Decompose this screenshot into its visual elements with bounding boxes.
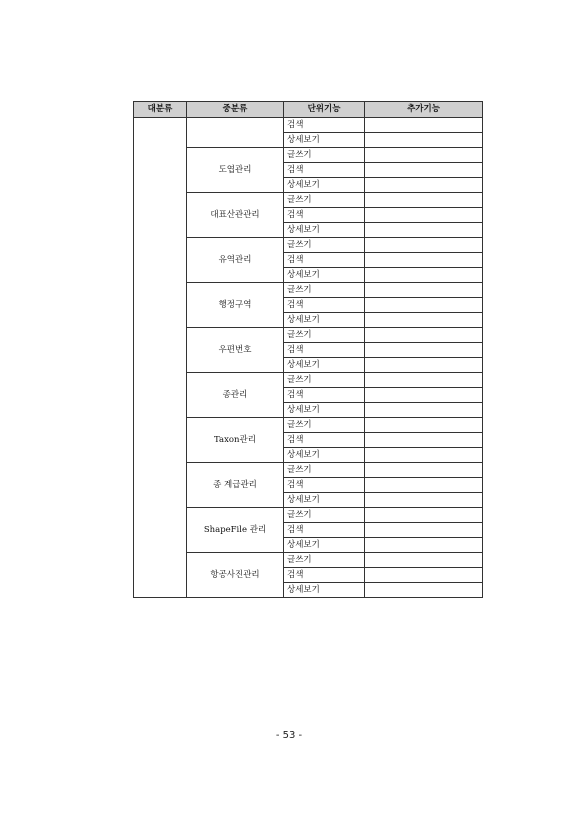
unit-function-cell: 상세보기 — [284, 493, 365, 508]
unit-function-cell: 상세보기 — [284, 268, 365, 283]
unit-function-cell: 검색 — [284, 433, 365, 448]
unit-function-cell: 글쓰기 — [284, 508, 365, 523]
additional-function-cell — [365, 463, 483, 478]
unit-function-cell: 검색 — [284, 298, 365, 313]
unit-function-cell: 검색 — [284, 208, 365, 223]
unit-function-cell: 상세보기 — [284, 358, 365, 373]
header-unit-function: 단위기능 — [284, 102, 365, 118]
additional-function-cell — [365, 238, 483, 253]
table-row — [134, 238, 483, 253]
unit-function-cell: 검색 — [284, 343, 365, 358]
additional-function-cell — [365, 343, 483, 358]
unit-function-cell: 검색 — [284, 523, 365, 538]
unit-function-cell: 검색 — [284, 568, 365, 583]
middle-category-cell — [187, 118, 284, 148]
additional-function-cell — [365, 448, 483, 463]
unit-function-cell: 검색 — [284, 118, 365, 133]
additional-function-cell — [365, 433, 483, 448]
middle-category-cell: 도엽관리 — [187, 148, 284, 193]
unit-function-cell: 상세보기 — [284, 313, 365, 328]
middle-category-cell: 종관리 — [187, 373, 284, 418]
unit-function-cell: 글쓰기 — [284, 328, 365, 343]
additional-function-cell — [365, 223, 483, 238]
table-row — [134, 508, 483, 523]
additional-function-cell — [365, 478, 483, 493]
table-row — [134, 553, 483, 568]
additional-function-cell — [365, 268, 483, 283]
additional-function-cell — [365, 283, 483, 298]
unit-function-cell: 상세보기 — [284, 538, 365, 553]
table-row — [134, 418, 483, 433]
unit-function-cell: 검색 — [284, 478, 365, 493]
table-body — [134, 118, 483, 598]
table-row — [134, 193, 483, 208]
middle-category-cell: 종 계급관리 — [187, 463, 284, 508]
middle-category-cell: 항공사진관리 — [187, 553, 284, 598]
unit-function-cell: 상세보기 — [284, 448, 365, 463]
table-row — [134, 328, 483, 343]
unit-function-cell: 글쓰기 — [284, 238, 365, 253]
middle-category-cell: ShapeFile 관리 — [187, 508, 284, 553]
unit-function-cell: 글쓰기 — [284, 148, 365, 163]
unit-function-cell: 글쓰기 — [284, 193, 365, 208]
function-table — [133, 101, 483, 598]
additional-function-cell — [365, 358, 483, 373]
unit-function-cell: 상세보기 — [284, 223, 365, 238]
additional-function-cell — [365, 568, 483, 583]
additional-function-cell — [365, 313, 483, 328]
additional-function-cell — [365, 208, 483, 223]
header-middle-category: 중분류 — [187, 102, 284, 118]
additional-function-cell — [365, 403, 483, 418]
unit-function-cell: 검색 — [284, 163, 365, 178]
additional-function-cell — [365, 298, 483, 313]
table-row — [134, 148, 483, 163]
unit-function-cell: 상세보기 — [284, 583, 365, 598]
unit-function-cell: 검색 — [284, 388, 365, 403]
major-category-cell — [134, 118, 187, 598]
unit-function-cell: 글쓰기 — [284, 373, 365, 388]
unit-function-cell: 글쓰기 — [284, 418, 365, 433]
additional-function-cell — [365, 388, 483, 403]
additional-function-cell — [365, 328, 483, 343]
middle-category-cell: Taxon관리 — [187, 418, 284, 463]
additional-function-cell — [365, 253, 483, 268]
additional-function-cell — [365, 148, 483, 163]
additional-function-cell — [365, 508, 483, 523]
table-header-row — [134, 102, 483, 118]
additional-function-cell — [365, 553, 483, 568]
unit-function-cell: 글쓰기 — [284, 283, 365, 298]
unit-function-cell: 검색 — [284, 253, 365, 268]
additional-function-cell — [365, 523, 483, 538]
middle-category-cell: 유역관리 — [187, 238, 284, 283]
unit-function-cell: 글쓰기 — [284, 553, 365, 568]
additional-function-cell — [365, 178, 483, 193]
additional-function-cell — [365, 193, 483, 208]
table-row — [134, 373, 483, 388]
unit-function-cell: 상세보기 — [284, 133, 365, 148]
table-row — [134, 118, 483, 133]
unit-function-cell: 글쓰기 — [284, 463, 365, 478]
additional-function-cell — [365, 118, 483, 133]
additional-function-cell — [365, 583, 483, 598]
additional-function-cell — [365, 133, 483, 148]
additional-function-cell — [365, 418, 483, 433]
header-additional-function: 추가기능 — [365, 102, 483, 118]
middle-category-cell: 행정구역 — [187, 283, 284, 328]
table-row — [134, 463, 483, 478]
table-row — [134, 283, 483, 298]
unit-function-cell: 상세보기 — [284, 403, 365, 418]
header-major-category: 대분류 — [134, 102, 187, 118]
additional-function-cell — [365, 538, 483, 553]
page-number: - 53 - — [275, 730, 303, 741]
additional-function-cell — [365, 493, 483, 508]
middle-category-cell: 우편번호 — [187, 328, 284, 373]
unit-function-cell: 상세보기 — [284, 178, 365, 193]
additional-function-cell — [365, 163, 483, 178]
middle-category-cell: 대표산관관리 — [187, 193, 284, 238]
additional-function-cell — [365, 373, 483, 388]
